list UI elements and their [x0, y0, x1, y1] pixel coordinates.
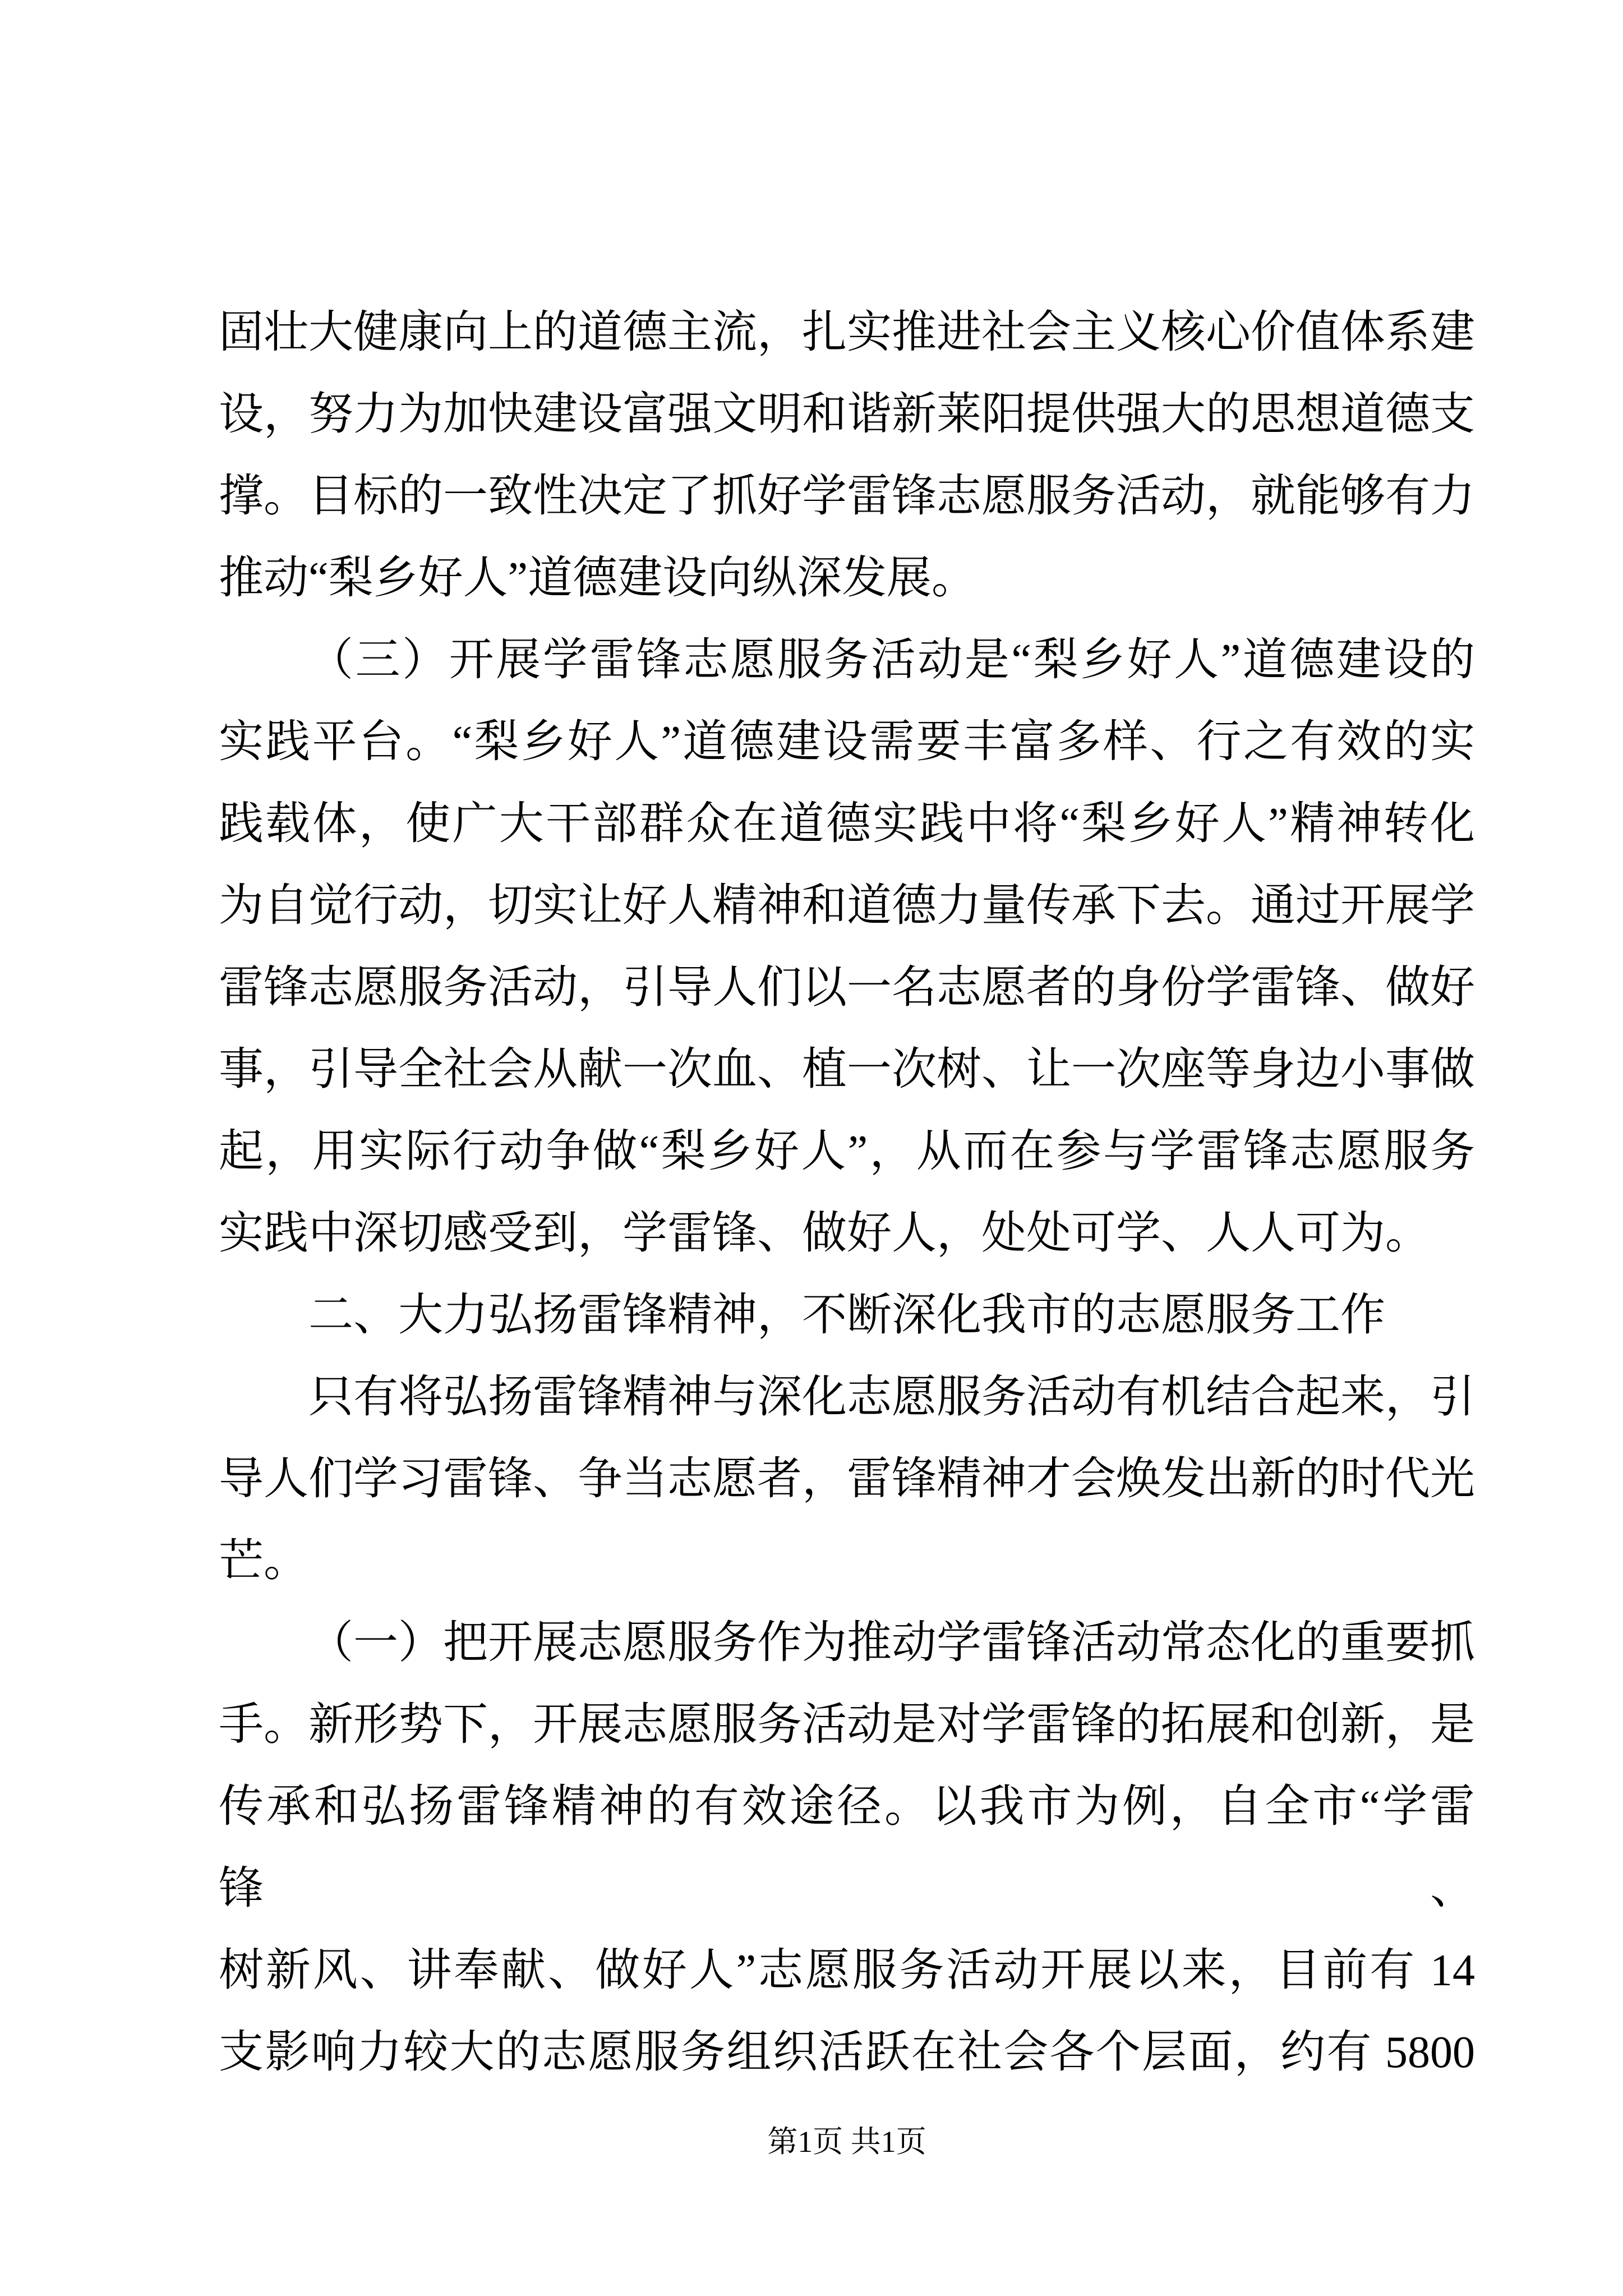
text-line: 实践中深切感受到，学雷锋、做好人，处处可学、人人可为。: [219, 1209, 1430, 1258]
text-line: 雷锋志愿服务活动，引导人们以一名志愿者的身份学雷锋、做好: [219, 963, 1475, 1013]
text-line: 践载体，使广大干部群众在道德实践中将“梨乡好人”精神转化: [219, 799, 1475, 849]
text-line: （一）把开展志愿服务作为推动学雷锋活动常态化的重要抓: [308, 1618, 1475, 1668]
text-line: 导人们学习雷锋、争当志愿者，雷锋精神才会焕发出新的时代光: [219, 1455, 1475, 1504]
text-line-section-heading: 二、大力弘扬雷锋精神，不断深化我市的志愿服务工作: [308, 1291, 1385, 1340]
text-line: 起，用实际行动争做“梨乡好人”，从而在参与学雷锋志愿服务: [219, 1127, 1475, 1176]
text-line: 固壮大健康向上的道德主流，扎实推进社会主义核心价值体系建: [219, 308, 1475, 357]
text-line: 只有将弘扬雷锋精神与深化志愿服务活动有机结合起来，引: [308, 1373, 1475, 1422]
text-line: 支影响力较大的志愿服务组织活跃在社会各个层面，约有 5800: [219, 2028, 1475, 2077]
text-line: 传承和弘扬雷锋精神的有效途径。以我市为例，自全市“学雷锋、: [219, 1782, 1475, 1913]
text-line: （三）开展学雷锋志愿服务活动是“梨乡好人”道德建设的: [308, 636, 1475, 685]
text-line: 芒。: [219, 1536, 308, 1586]
page-footer: 第1页 共1页: [767, 2125, 926, 2159]
text-line: 事，引导全社会从献一次血、植一次树、让一次座等身边小事做: [219, 1045, 1475, 1094]
document-body: [219, 292, 1475, 2093]
text-line: 实践平台。“梨乡好人”道德建设需要丰富多样、行之有效的实: [219, 717, 1475, 767]
text-line: 设，努力为加快建设富强文明和谐新莱阳提供强大的思想道德支: [219, 390, 1475, 439]
text-line: 撑。目标的一致性决定了抓好学雷锋志愿服务活动，就能够有力: [219, 472, 1475, 521]
text-line: 推动“梨乡好人”道德建设向纵深发展。: [219, 554, 977, 603]
text-line: 为自觉行动，切实让好人精神和道德力量传承下去。通过开展学: [219, 881, 1475, 931]
text-line: 手。新形势下，开展志愿服务活动是对学雷锋的拓展和创新，是: [219, 1700, 1475, 1750]
text-line: 树新风、讲奉献、做好人”志愿服务活动开展以来，目前有 14: [219, 1946, 1475, 1995]
